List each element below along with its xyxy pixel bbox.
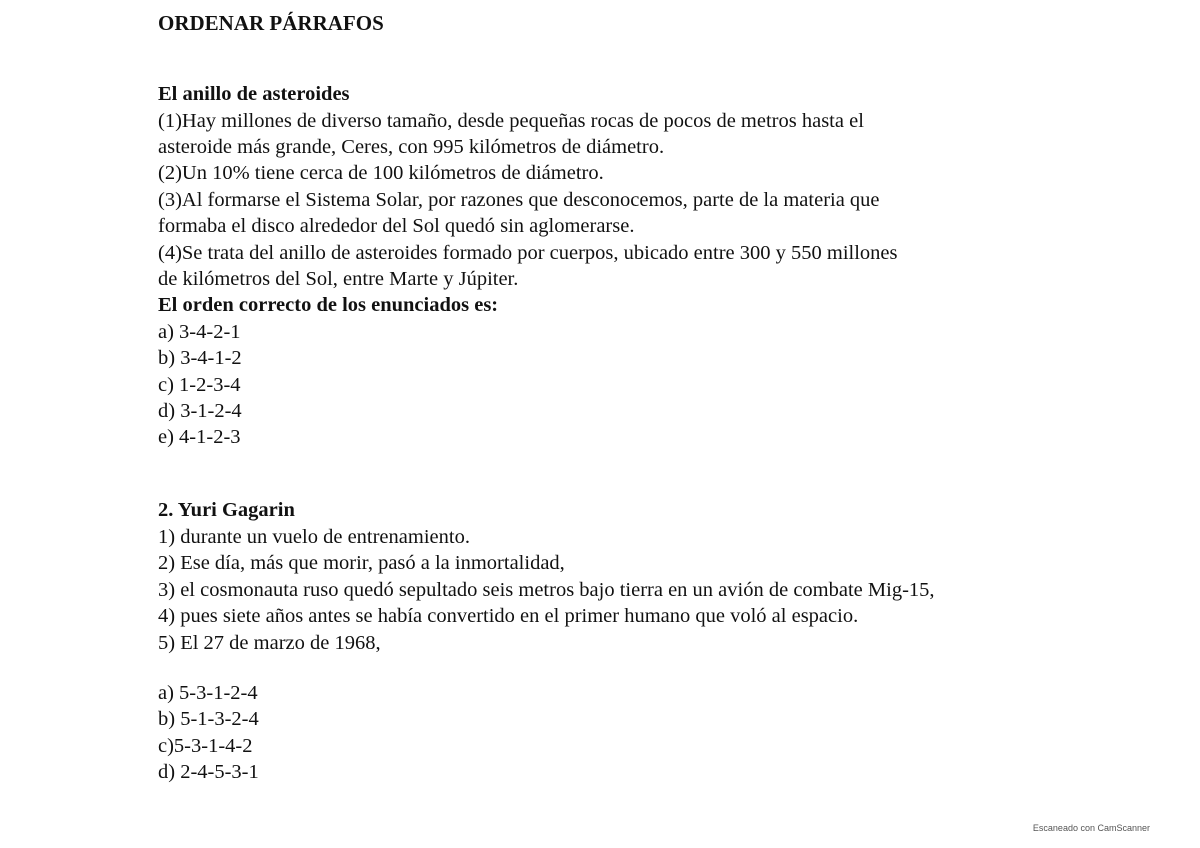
page-title: ORDENAR PÁRRAFOS xyxy=(158,11,384,35)
exercise-2-option: b) 5-1-3-2-4 xyxy=(158,708,259,730)
exercise-2-statement: 4) pues siete años antes se había convertido en el primer humano que voló al espacio. xyxy=(158,605,859,627)
exercise-2-option: d) 2-4-5-3-1 xyxy=(158,761,259,783)
exercise-1-statement: (1)Hay millones de diverso tamaño, desde pequeñas rocas de pocos de metros hasta el xyxy=(158,110,864,132)
exercise-2-statement: 1) durante un vuelo de entrenamiento. xyxy=(158,526,470,548)
exercise-1-statement: (4)Se trata del anillo de asteroides formado por cuerpos, ubicado entre 300 y 550 millones xyxy=(158,242,898,264)
exercise-2-heading: 2. Yuri Gagarin xyxy=(158,499,295,521)
exercise-2-statement: 3) el cosmonauta ruso quedó sepultado seis metros bajo tierra en un avión de combate Mig-15, xyxy=(158,579,935,601)
exercise-2-option: c)5-3-1-4-2 xyxy=(158,735,253,757)
exercise-1-option: e) 4-1-2-3 xyxy=(158,426,241,448)
exercise-1-question: El orden correcto de los enunciados es: xyxy=(158,294,499,316)
exercise-1-option: c) 1-2-3-4 xyxy=(158,374,241,396)
exercise-1-option: a) 3-4-2-1 xyxy=(158,321,241,343)
exercise-1-statement: (2)Un 10% tiene cerca de 100 kilómetros de diámetro. xyxy=(158,162,604,184)
exercise-2-statement: 2) Ese día, más que morir, pasó a la inmortalidad, xyxy=(158,552,565,574)
exercise-2-option: a) 5-3-1-2-4 xyxy=(158,682,258,704)
exercise-1-option: b) 3-4-1-2 xyxy=(158,347,242,369)
exercise-1-statement: de kilómetros del Sol, entre Marte y Júpiter. xyxy=(158,268,519,290)
exercise-2-statement: 5) El 27 de marzo de 1968, xyxy=(158,632,381,654)
scanner-watermark: Escaneado con CamScanner xyxy=(1032,823,1150,833)
exercise-1-statement: formaba el disco alrededor del Sol quedó sin aglomerarse. xyxy=(158,215,635,237)
exercise-1-option: d) 3-1-2-4 xyxy=(158,400,242,422)
exercise-1-statement: asteroide más grande, Ceres, con 995 kilómetros de diámetro. xyxy=(158,136,665,158)
exercise-1-statement: (3)Al formarse el Sistema Solar, por razones que desconocemos, parte de la materia que xyxy=(158,189,880,211)
exercise-1-heading: El anillo de asteroides xyxy=(158,83,350,105)
